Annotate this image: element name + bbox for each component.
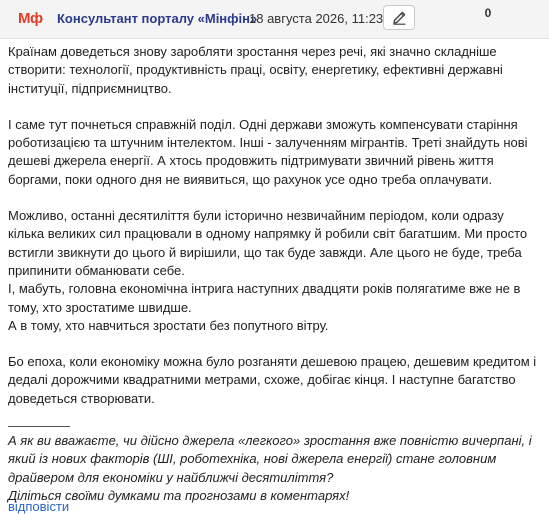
question-text: А як ви вважаєте, чи дійсно джерела «легкого» зростання вже повністю вичерпані, і який із нових факторів (ШІ, роботехніка, нові джерела енергії) стане головним драйвером для економіки у найближчі десятиліття? xyxy=(8,433,532,485)
edit-button[interactable] xyxy=(383,5,415,30)
author-name[interactable]: Консультант порталу «Мінфін» xyxy=(57,11,258,26)
minfin-logo: Мф xyxy=(18,10,43,27)
paragraph-2: І саме тут почнеться справжній поділ. Одні держави зможуть компенсувати старіння роботизацією та штучним інтелектом. Інші - залученням мігрантів. Треті знайдуть нові дешеві джерела енергії. А хтось продовжить підтримувати звичний рівень життя боргами, поки одного дня не виявиться, що рахунок усе одно треба оплачувати. xyxy=(8,116,528,187)
divider xyxy=(8,426,70,427)
pencil-icon xyxy=(392,10,407,25)
paragraph-3c: А в тому, хто навчиться зростати без попутного вітру. xyxy=(8,317,329,333)
call-to-action: Діліться своїми думками та прогнозами в коментарях! xyxy=(8,487,350,503)
vote-counter: 0 xyxy=(484,6,492,20)
paragraph-3b: І, мабуть, головна економічна інтрига наступних двадцяти років полягатиме вже не в тому, хто зростатиме швидше. xyxy=(8,281,521,315)
reply-link[interactable]: відповісти xyxy=(8,499,70,514)
post-header xyxy=(0,0,549,39)
paragraph-3a: Можливо, останні десятиліття були історично незвичайним періодом, коли одразу кілька великих сил працювали в одному напрямку й робили світ багатшим. Ми просто встигли звикнути до цього й вирішили, що так буде завжди. Але цього не буде, треба припинити обманювати себе. xyxy=(8,208,528,278)
paragraph-1: Країнам доведеться знову заробляти зростання через речі, які значно складніше створити: технології, продуктивність праці, освіту, енергетику, ефективні державні інституції, підприємництво. xyxy=(8,44,503,96)
paragraph-4: Бо епоха, коли економіку можна було розганяти дешевою працею, дешевим кредитом і дедалі дорожчими квадратними метрами, схоже, добігає кінця. І наступне багатство доведеться створювати. xyxy=(8,354,537,406)
post-body xyxy=(8,43,543,505)
post-date: 18 августа 2026, 11:23 xyxy=(249,11,384,26)
